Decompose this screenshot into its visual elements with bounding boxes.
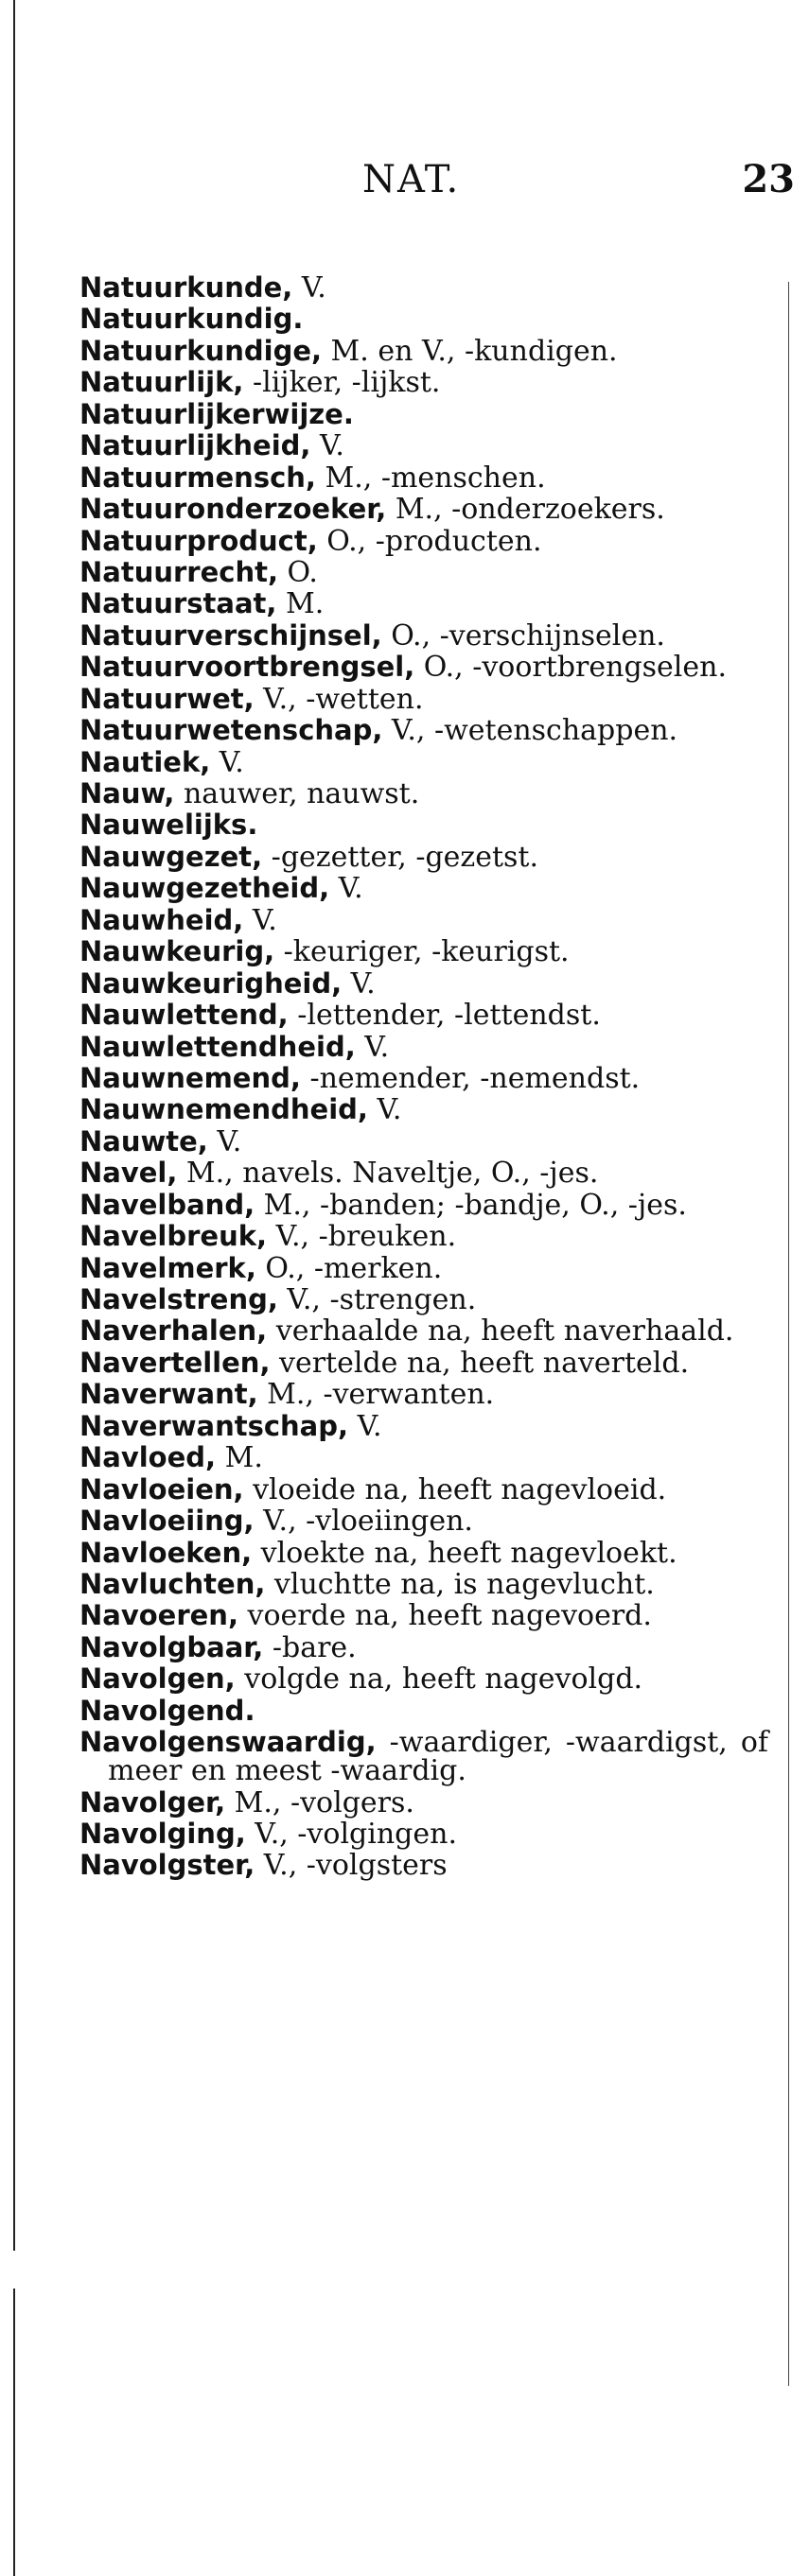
entry-definition: V. [207,1124,242,1158]
dictionary-entry [79,840,768,874]
entry-definition: O., -producten. [317,524,542,558]
dictionary-entry [79,1662,768,1697]
dictionary-entry [79,1505,768,1539]
dictionary-entry [79,429,768,463]
entry-headword: Natuurwetenschap, [79,714,383,747]
entry-definition: V. [367,1093,402,1127]
dictionary-entry [79,334,768,368]
entry-definition: -nemender, -nemendst. [300,1061,641,1095]
entry-definition: O., -merken. [255,1251,443,1285]
entry-headword: Navluchten, [79,1567,266,1600]
entry-headword: Navolgen, [79,1662,236,1696]
column-rule [788,282,789,2386]
entry-definition: M., -volgers. [225,1785,414,1819]
entry-headword: Navolger, [79,1785,226,1819]
entry-definition: nauwer, nauwst. [174,777,420,810]
entry-definition: -keuriger, -keurigst. [274,935,570,969]
entry-headword: Navelstreng, [79,1283,278,1315]
entry-definition: -waardiger, -waardigst, of meer en meest -waardig. [108,1726,768,1788]
entry-definition: vertelde na, heeft naverteld. [270,1346,690,1380]
entry-definition: O. [277,555,318,589]
entry-headword: Nauwkeurig, [79,935,275,968]
entry-headword: Natuurstaat, [79,587,277,620]
dictionary-entry [79,1441,768,1475]
dictionary-entry [79,1630,768,1664]
entry-headword: Nauwlettendheid, [79,1030,356,1063]
entry-definition: V., -wetenschappen. [382,714,678,748]
entry-headword: Natuuronderzoeker, [79,493,387,526]
dictionary-entry [79,1726,768,1788]
dictionary-entry [79,1283,768,1316]
dictionary-entry [79,1785,768,1819]
entry-definition: V., -breuken. [267,1220,457,1254]
dictionary-entry [79,903,768,937]
dictionary-entry [79,1093,768,1127]
left-margin-rule-gap [13,2251,15,2289]
entry-definition: voerde na, heeft nagevoerd. [237,1599,652,1633]
dictionary-entry [79,651,768,685]
entry-headword: Nauwgezet, [79,840,263,873]
entry-headword: Nauwnemendheid, [79,1093,368,1126]
entry-list [79,271,768,1884]
dictionary-entry [79,1188,768,1222]
entry-headword: Navolgend. [79,1694,255,1727]
entry-headword: Navloeken, [79,1536,253,1569]
dictionary-entry [79,999,768,1033]
dictionary-entry [79,935,768,969]
dictionary-entry [79,745,768,779]
entry-headword: Natuurproduct, [79,524,318,557]
entry-definition: V., -volgsters [255,1849,448,1883]
page-number: 23 [742,157,795,201]
entry-headword: Nauwelijks. [79,809,258,842]
left-margin-rule [13,0,15,2576]
entry-headword: Naverhalen, [79,1314,268,1348]
entry-definition: V., -strengen. [277,1283,477,1316]
dictionary-entry [79,1849,768,1883]
dictionary-entry [79,1694,768,1727]
entry-headword: Nauwkeurigheid, [79,966,343,1000]
dictionary-entry [79,1599,768,1633]
entry-headword: Navloeiing, [79,1505,255,1538]
entry-headword: Navelband, [79,1188,255,1221]
entry-headword: Navertellen, [79,1346,271,1379]
dictionary-entry [79,1251,768,1285]
entry-headword: Natuurmensch, [79,461,316,494]
entry-definition: O., -verschijnselen. [381,618,665,653]
entry-definition: -bare. [263,1630,357,1664]
entry-definition: V. [355,1030,390,1064]
entry-headword: Navelmerk, [79,1251,256,1284]
dictionary-entry [79,1567,768,1601]
entry-definition: vluchtte na, is nagevlucht. [265,1567,655,1601]
entry-definition: -lettender, -lettendst. [288,999,601,1033]
entry-definition: vloeide na, heeft nagevloeid. [243,1472,667,1506]
entry-definition: V. [210,745,244,779]
entry-headword: Nauwheid, [79,903,244,936]
entry-headword: Navelbreuk, [79,1220,268,1253]
entry-definition: V. [310,429,344,463]
entry-headword: Nauwnemend, [79,1061,301,1094]
entry-definition: V., -vloeiingen. [254,1505,473,1539]
entry-headword: Navloed, [79,1441,217,1474]
entry-headword: Natuurkundig. [79,303,304,336]
entry-definition: O., -voortbrengselen. [414,651,727,685]
entry-headword: Navolgenswaardig, [79,1726,377,1759]
dictionary-entry [79,1061,768,1095]
dictionary-entry [79,493,768,527]
dictionary-entry [79,1472,768,1506]
entry-headword: Natuurverschijnsel, [79,618,382,652]
entry-headword: Natuurlijkheid, [79,429,311,462]
dictionary-entry [79,1378,768,1412]
entry-headword: Natuurwet, [79,682,255,715]
entry-definition: -lijker, -lijkst. [243,366,441,400]
entry-definition: M., -banden; -bandje, O., -jes. [255,1188,687,1222]
entry-definition: M., -onderzoekers. [386,493,665,527]
entry-definition: M. en V., -kundigen. [322,334,618,368]
entry-headword: Natuurkundige, [79,334,323,367]
entry-definition: V., -volgingen. [245,1818,457,1851]
entry-headword: Nautiek, [79,745,211,778]
entry-headword: Nauwlettend, [79,999,289,1032]
entry-definition: M., -menschen. [315,461,546,495]
entry-definition: V. [292,271,326,305]
dictionary-entry [79,966,768,1001]
dictionary-entry [79,366,768,400]
entry-headword: Nauwgezetheid, [79,872,330,905]
dictionary-entry [79,587,768,621]
entry-headword: Naverwantschap, [79,1409,349,1442]
entry-definition: V. [348,1409,382,1443]
entry-definition: verhaalde na, heeft naverhaald. [267,1314,734,1349]
dictionary-entry [79,777,768,810]
entry-definition: M., navels. Naveltje, O., -jes. [177,1157,599,1191]
entry-headword: Navolgbaar, [79,1630,264,1663]
entry-definition: volgde na, heeft nagevolgd. [235,1662,643,1697]
entry-headword: Natuurkunde, [79,271,293,304]
dictionary-entry [79,1220,768,1254]
dictionary-entry [79,271,768,305]
dictionary-entry [79,524,768,558]
entry-headword: Navel, [79,1157,178,1190]
dictionary-entry [79,872,768,906]
entry-headword: Natuurlijk, [79,366,244,399]
entry-headword: Nauw, [79,777,175,809]
entry-definition: V. [342,966,376,1001]
entry-definition: V. [243,903,277,937]
entry-headword: Nauwte, [79,1124,208,1157]
entry-headword: Navolging, [79,1818,246,1850]
dictionary-entry [79,305,768,334]
entry-definition: M., -verwanten. [257,1378,495,1412]
dictionary-entry [79,1409,768,1443]
dictionary-entry [79,555,768,589]
entry-headword: Natuurrecht, [79,555,278,588]
entry-definition: V., -wetten. [254,682,424,716]
entry-definition: M. [216,1441,263,1475]
dictionary-entry [79,461,768,495]
dictionary-entry [79,397,768,430]
entry-definition: vloekte na, heeft nagevloekt. [252,1536,677,1570]
running-head: NAT. [362,158,461,201]
dictionary-entry [79,811,768,840]
entry-definition: -gezetter, -gezetst. [262,840,539,874]
dictionary-entry [79,1536,768,1570]
dictionary-entry [79,1030,768,1064]
entry-headword: Navoeren, [79,1599,238,1632]
entry-definition: M. [276,587,325,621]
dictionary-entry [79,1314,768,1349]
dictionary-entry [79,1820,768,1849]
entry-definition: V. [329,872,363,906]
dictionary-entry [79,618,768,653]
dictionary-entry [79,1124,768,1158]
dictionary-entry [79,682,768,716]
entry-headword: Navolgster, [79,1849,255,1882]
entry-headword: Natuurvoortbrengsel, [79,651,415,684]
entry-headword: Navloeien, [79,1472,244,1506]
dictionary-entry [79,1157,768,1191]
entry-headword: Naverwant, [79,1378,258,1411]
dictionary-entry [79,714,768,748]
dictionary-entry [79,1346,768,1380]
entry-headword: Natuurlijkerwijze. [79,397,354,430]
